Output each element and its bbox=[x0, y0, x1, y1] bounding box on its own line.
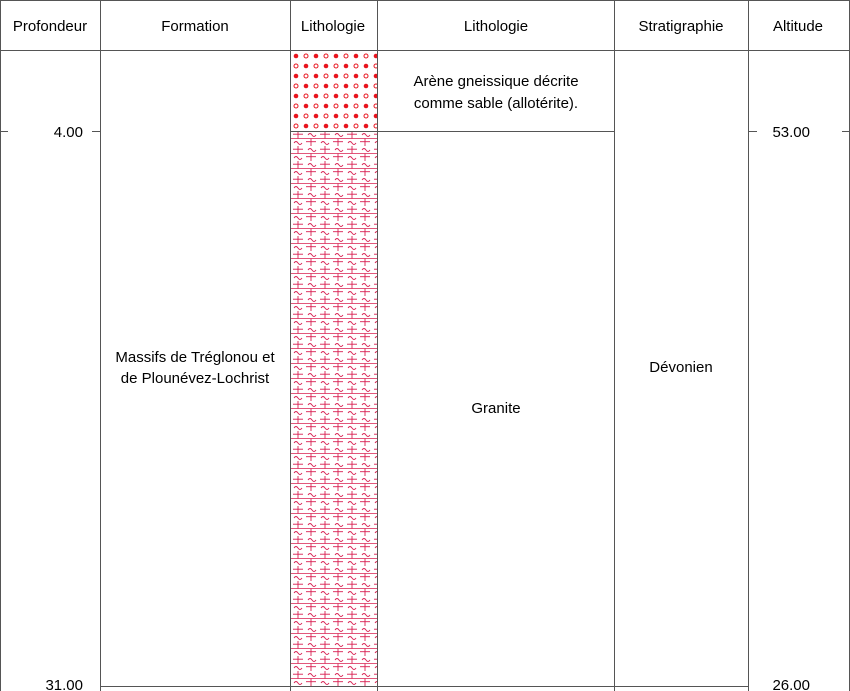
arene-pattern-fill bbox=[291, 51, 377, 131]
stratigraphy-label: Dévonien bbox=[649, 359, 713, 376]
formation-line-1: Massifs de Tréglonou et bbox=[115, 349, 275, 366]
header-lithology-pattern: Lithologie bbox=[300, 18, 366, 35]
header-formation: Formation bbox=[161, 18, 229, 35]
altitude-label-bottom: 26.00 bbox=[772, 677, 810, 691]
header-altitude: Altitude bbox=[772, 18, 824, 35]
formation-line-2: de Plounévez-Lochrist bbox=[120, 370, 270, 387]
depth-label-top: 4.00 bbox=[53, 124, 83, 141]
layer-1-description-line-1: Arène gneissique décrite bbox=[413, 73, 579, 90]
header-lithology-description: Lithologie bbox=[463, 18, 529, 35]
granite-pattern-fill bbox=[291, 131, 377, 687]
layer-1-description-line-2: comme sable (allotérite). bbox=[413, 95, 579, 112]
altitude-label-top: 53.00 bbox=[772, 124, 810, 141]
header-depth: Profondeur bbox=[12, 18, 88, 35]
header-stratigraphy: Stratigraphie bbox=[638, 18, 724, 35]
layer-2-description: Granite bbox=[471, 400, 521, 417]
header-row bbox=[13, 18, 823, 35]
depth-label-bottom: 31.00 bbox=[45, 677, 83, 691]
